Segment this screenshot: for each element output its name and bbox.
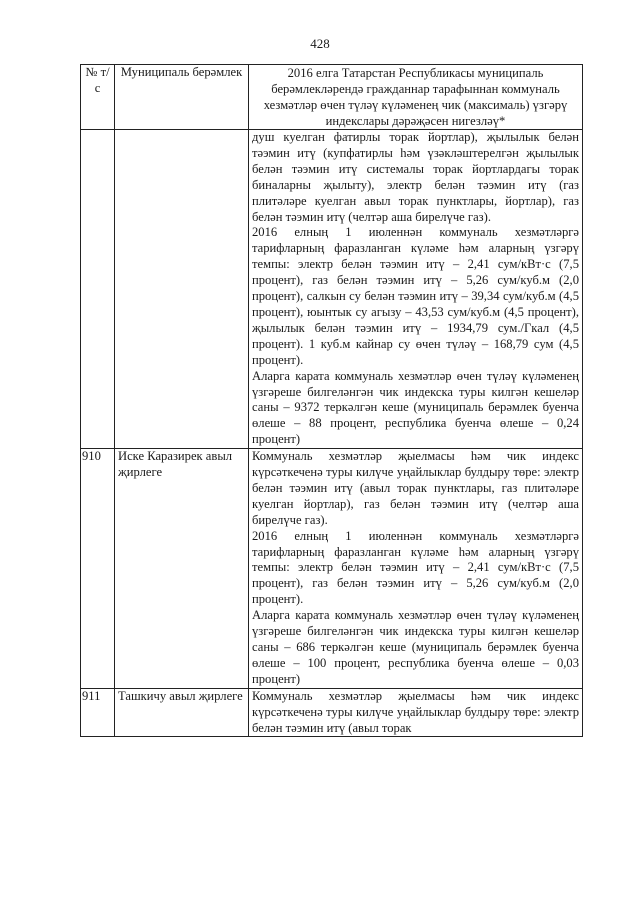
header-number: № т/с xyxy=(81,65,115,130)
row-paragraph: 2016 елның 1 июленнән коммуналь хезмәтләргә тарифларның фаразланган күләме һәм аларның үзгәрү темпы: электр белән тәэмин итү – 2,41 сум/кВт·с (7,5 процент), газ белән тәэмин итү – 5,26 сум/куб.м (2,0 процент). xyxy=(252,528,579,607)
row-number: 910 xyxy=(81,449,115,689)
row-municipality: Ташкичу авыл җирлеге xyxy=(115,688,249,737)
tariff-table xyxy=(80,64,583,737)
row-number: 911 xyxy=(81,688,115,737)
row-paragraph: Коммуналь хезмәтләр җыелмасы һәм чик индекс күрсәткеченә туры килүче уңайлыклар булдыру төре: электр белән тәэмин итү (авыл торак xyxy=(252,688,579,735)
table-row xyxy=(81,688,583,737)
row-paragraph: Аларга карата коммуналь хезмәтләр өчен түләү күләменең үзгәреше билгеләнгән чик индекска туры килгән кешеләр саны – 9372 теркәлгән кеше (муниципаль берәмлек буенча өлеше – 88 процент, республика буенча өлеше – 0,24 процент) xyxy=(252,368,579,447)
row-municipality: Иске Каразирек авыл җирлеге xyxy=(115,449,249,689)
row-paragraph: Коммуналь хезмәтләр җыелмасы һәм чик индекс күрсәткеченә туры килүче уңайлыклар булдыру төре: электр белән тәэмин итү (авыл торак пунктлары, газ плитәләре куелган йортлар), газ белән тәэмин итү (челтәр аша бирелүче газ). xyxy=(252,449,579,527)
row-paragraph: душ куелган фатирлы торак йортлар), җылылык белән тәэмин итү (купфатирлы һәм үзәкләштерелгән җылылык белән тәэмин итү системалы торак йортлардагы торак биналарны җылыту), электр белән тәэмин итү (газ плитәләре куелган авыл торак пунктлары, йортлар), газ белән тәэмин итү (челтәр аша бирелүче газ). xyxy=(252,130,579,224)
table-row xyxy=(81,130,583,449)
header-municipality: Муниципаль берәмлек xyxy=(115,65,249,130)
header-description: 2016 елга Татарстан Республикасы муниципаль берәмлекләрендә гражданнар тарафыннан коммуналь хезмәтләр өчен түләү күләменең чик (максималь) үзгәрү индекслары дәрәҗәсен нигезләү* xyxy=(249,65,583,130)
row-description xyxy=(249,688,583,737)
row-paragraph: Аларга карата коммуналь хезмәтләр өчен түләү күләменең үзгәреше билгеләнгән чик индекска туры килгән кешеләр саны – 686 теркәлгән кеше (муниципаль берәмлек буенча өлеше – 100 процент, республика буенча өлеше – 0,03 процент) xyxy=(252,608,579,686)
page-number: 428 xyxy=(310,36,330,51)
row-number xyxy=(81,130,115,449)
row-description xyxy=(249,449,583,689)
row-municipality xyxy=(115,130,249,449)
row-description xyxy=(249,130,583,449)
table-header xyxy=(81,65,583,130)
row-paragraph: 2016 елның 1 июленнән коммуналь хезмәтләргә тарифларның фаразланган күләме һәм аларның үзгәрү темпы: электр белән тәэмин итү – 2,41 сум/кВт·с (7,5 процент), газ белән тәэмин итү – 5,26 сум/куб.м (2,0 процент), салкын су белән тәэмин итү – 39,34 сум/куб.м (4,5 процент), юынтык су агызу – 43,53 сум/куб.м (4,5 процент), җылылык белән тәэмин итү – 1934,79 сум./Гкал (4,5 процент). 1 куб.м кайнар су өчен түләү – 168,79 сум (4,5 процент). xyxy=(252,225,579,367)
table-row xyxy=(81,449,583,689)
